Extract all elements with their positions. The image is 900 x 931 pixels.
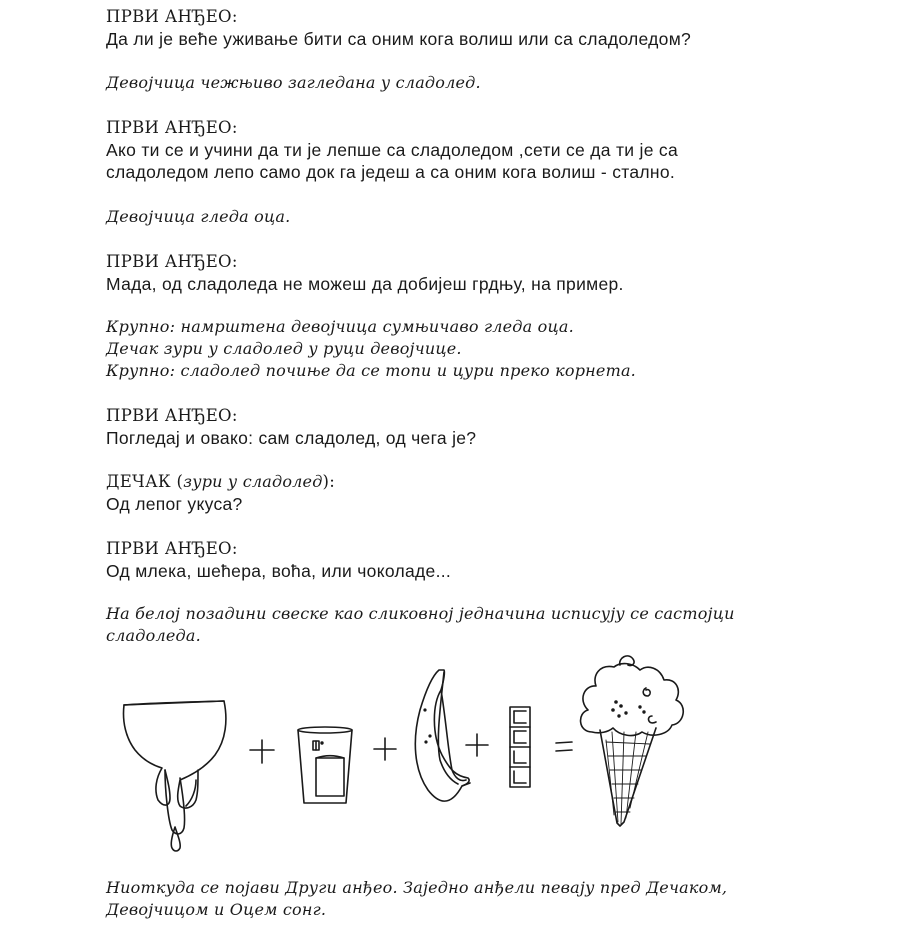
direction-line: Крупно: намрштена девојчица сумњичаво гледа оца.: [106, 317, 574, 336]
dialogue-block: [106, 405, 476, 449]
plus-icon: [466, 734, 488, 756]
ice-cream-cone-icon: [581, 656, 684, 826]
speaker-line: [106, 471, 335, 493]
direction-line: Крупно: сладолед почиње да се топи и цури преко корнета.: [106, 361, 636, 380]
dialogue-line: сладоледом лепо само док га једеш а са оним кога волиш - стално.: [106, 162, 676, 182]
dialogue-line: Од лепог укуса?: [106, 494, 243, 514]
stage-direction: [106, 877, 727, 921]
stage-direction: [106, 206, 290, 228]
dialogue-block: [106, 6, 691, 50]
plus-icon: [374, 738, 396, 760]
dialogue-block: [106, 538, 451, 582]
speaker-name: ПРВИ АНЂЕО:: [106, 252, 238, 271]
speaker-paren-open: (: [170, 472, 184, 491]
direction-line: Девојчица гледа оца.: [106, 207, 291, 226]
direction-line: Девојчицом и Оцем сонг.: [106, 900, 327, 919]
speaker-name: ДЕЧАК: [106, 472, 171, 491]
speaker-name: ПРВИ АНЂЕО:: [106, 118, 238, 137]
dialogue-block: [106, 471, 335, 515]
direction-line: На белој позадини свеске као сликовној једначина исписују се састојци: [106, 604, 735, 623]
speaker-name: ПРВИ АНЂЕО:: [106, 406, 238, 425]
stage-direction: [106, 72, 481, 94]
chocolate-bar-icon: [510, 707, 530, 787]
dialogue-line: Од млека, шећера, воћа, или чоколаде...: [106, 561, 452, 581]
direction-line: Девојчица чежњиво загледана у сладолед.: [106, 73, 481, 92]
speaker-paren-close: ):: [322, 472, 336, 491]
dialogue-block: [106, 117, 678, 183]
direction-line: Ниоткуда се појави Други анђео. Заједно анђели певају пред Дечаком,: [106, 878, 728, 897]
dialogue-line: Мада, од сладоледа не можеш да добијеш грдњу, на пример.: [106, 274, 624, 294]
stage-direction: [106, 316, 636, 382]
stage-direction: [106, 603, 735, 647]
dialogue-line: Погледај и овако: сам сладолед, од чега је?: [106, 428, 477, 448]
direction-line: сладоледа.: [106, 626, 201, 645]
glass-of-milk-icon: [298, 727, 352, 803]
speaker-name: ПРВИ АНЂЕО:: [106, 7, 238, 26]
banana-icon: [415, 670, 470, 801]
milk-drop-icon: [171, 827, 180, 851]
plus-icon: [250, 740, 274, 763]
speaker-name: ПРВИ АНЂЕО:: [106, 539, 238, 558]
dialogue-line: Ако ти се и учини да ти је лепше са сладоледом ,сети се да ти је са: [106, 140, 678, 160]
direction-line: Дечак зури у сладолед у руци девојчице.: [106, 339, 462, 358]
equals-icon: [556, 742, 572, 751]
speaker-note: зури у сладолед: [183, 472, 323, 491]
dialogue-block: [106, 251, 624, 295]
udder-icon: [123, 701, 225, 834]
dialogue-line: Да ли је веће уживање бити са оним кога волиш или са сладоледом?: [106, 29, 692, 49]
